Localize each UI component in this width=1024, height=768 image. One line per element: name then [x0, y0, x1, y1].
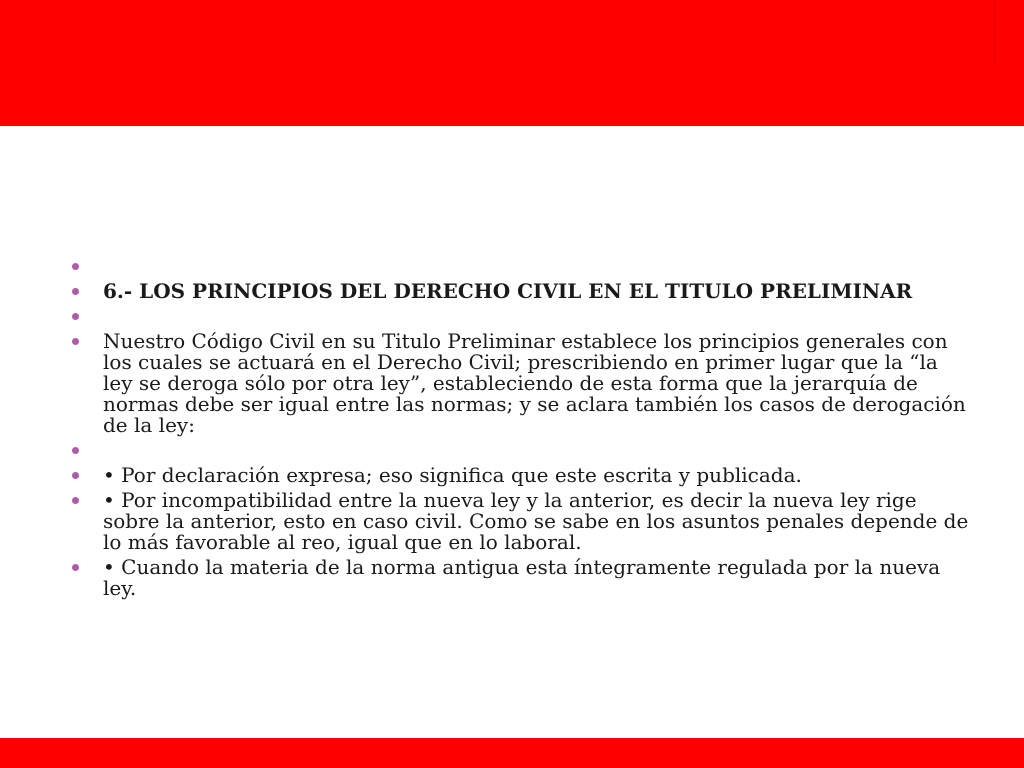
bullet-item-empty	[72, 306, 972, 327]
bullet-dot-icon	[72, 313, 79, 320]
bullet-item-empty	[72, 440, 972, 461]
paragraph-text: Nuestro Código Civil en su Titulo Preliminar establece los principios generales con los cuales se actuará en el Derecho Civil; prescribiendo en primer lugar que la “la ley se deroga sólo por otra ley”, estableciendo de esta forma que la jerarquía de normas debe ser igual entre las normas; y se aclara también los casos de derogación de la ley:	[103, 329, 966, 437]
bottom-red-band	[0, 738, 1024, 768]
slide-content	[72, 256, 972, 603]
bullet-text: • Por declaración expresa; eso significa que este escrita y publicada.	[103, 463, 802, 487]
bullet-dot-icon	[72, 447, 79, 454]
bullet-dot-icon	[72, 472, 79, 479]
bullet-dot-icon	[72, 497, 79, 504]
bullet-text: • Por incompatibilidad entre la nueva ley y la anterior, es decir la nueva ley rige sobre la anterior, esto en caso civil. Como se sabe en los asuntos penales depende de lo más favorable al reo, igual que en lo laboral.	[103, 488, 969, 554]
derogation-case-incompatibility	[72, 490, 972, 553]
section-heading	[72, 281, 972, 302]
bullet-dot-icon	[72, 338, 79, 345]
band-divider-line	[994, 0, 995, 66]
derogation-case-express	[72, 465, 972, 486]
bullet-dot-icon	[72, 288, 79, 295]
intro-paragraph	[72, 331, 972, 436]
top-red-band	[0, 0, 1024, 126]
heading-text: 6.- LOS PRINCIPIOS DEL DERECHO CIVIL EN EL TITULO PRELIMINAR	[103, 279, 913, 303]
bullet-dot-icon	[72, 564, 79, 571]
bullet-text: • Cuando la materia de la norma antigua esta íntegramente regulada por la nueva ley.	[103, 555, 941, 600]
bullet-item-empty	[72, 256, 972, 277]
bullet-dot-icon	[72, 263, 79, 270]
derogation-case-regulation	[72, 557, 972, 599]
bullet-list	[72, 256, 972, 599]
